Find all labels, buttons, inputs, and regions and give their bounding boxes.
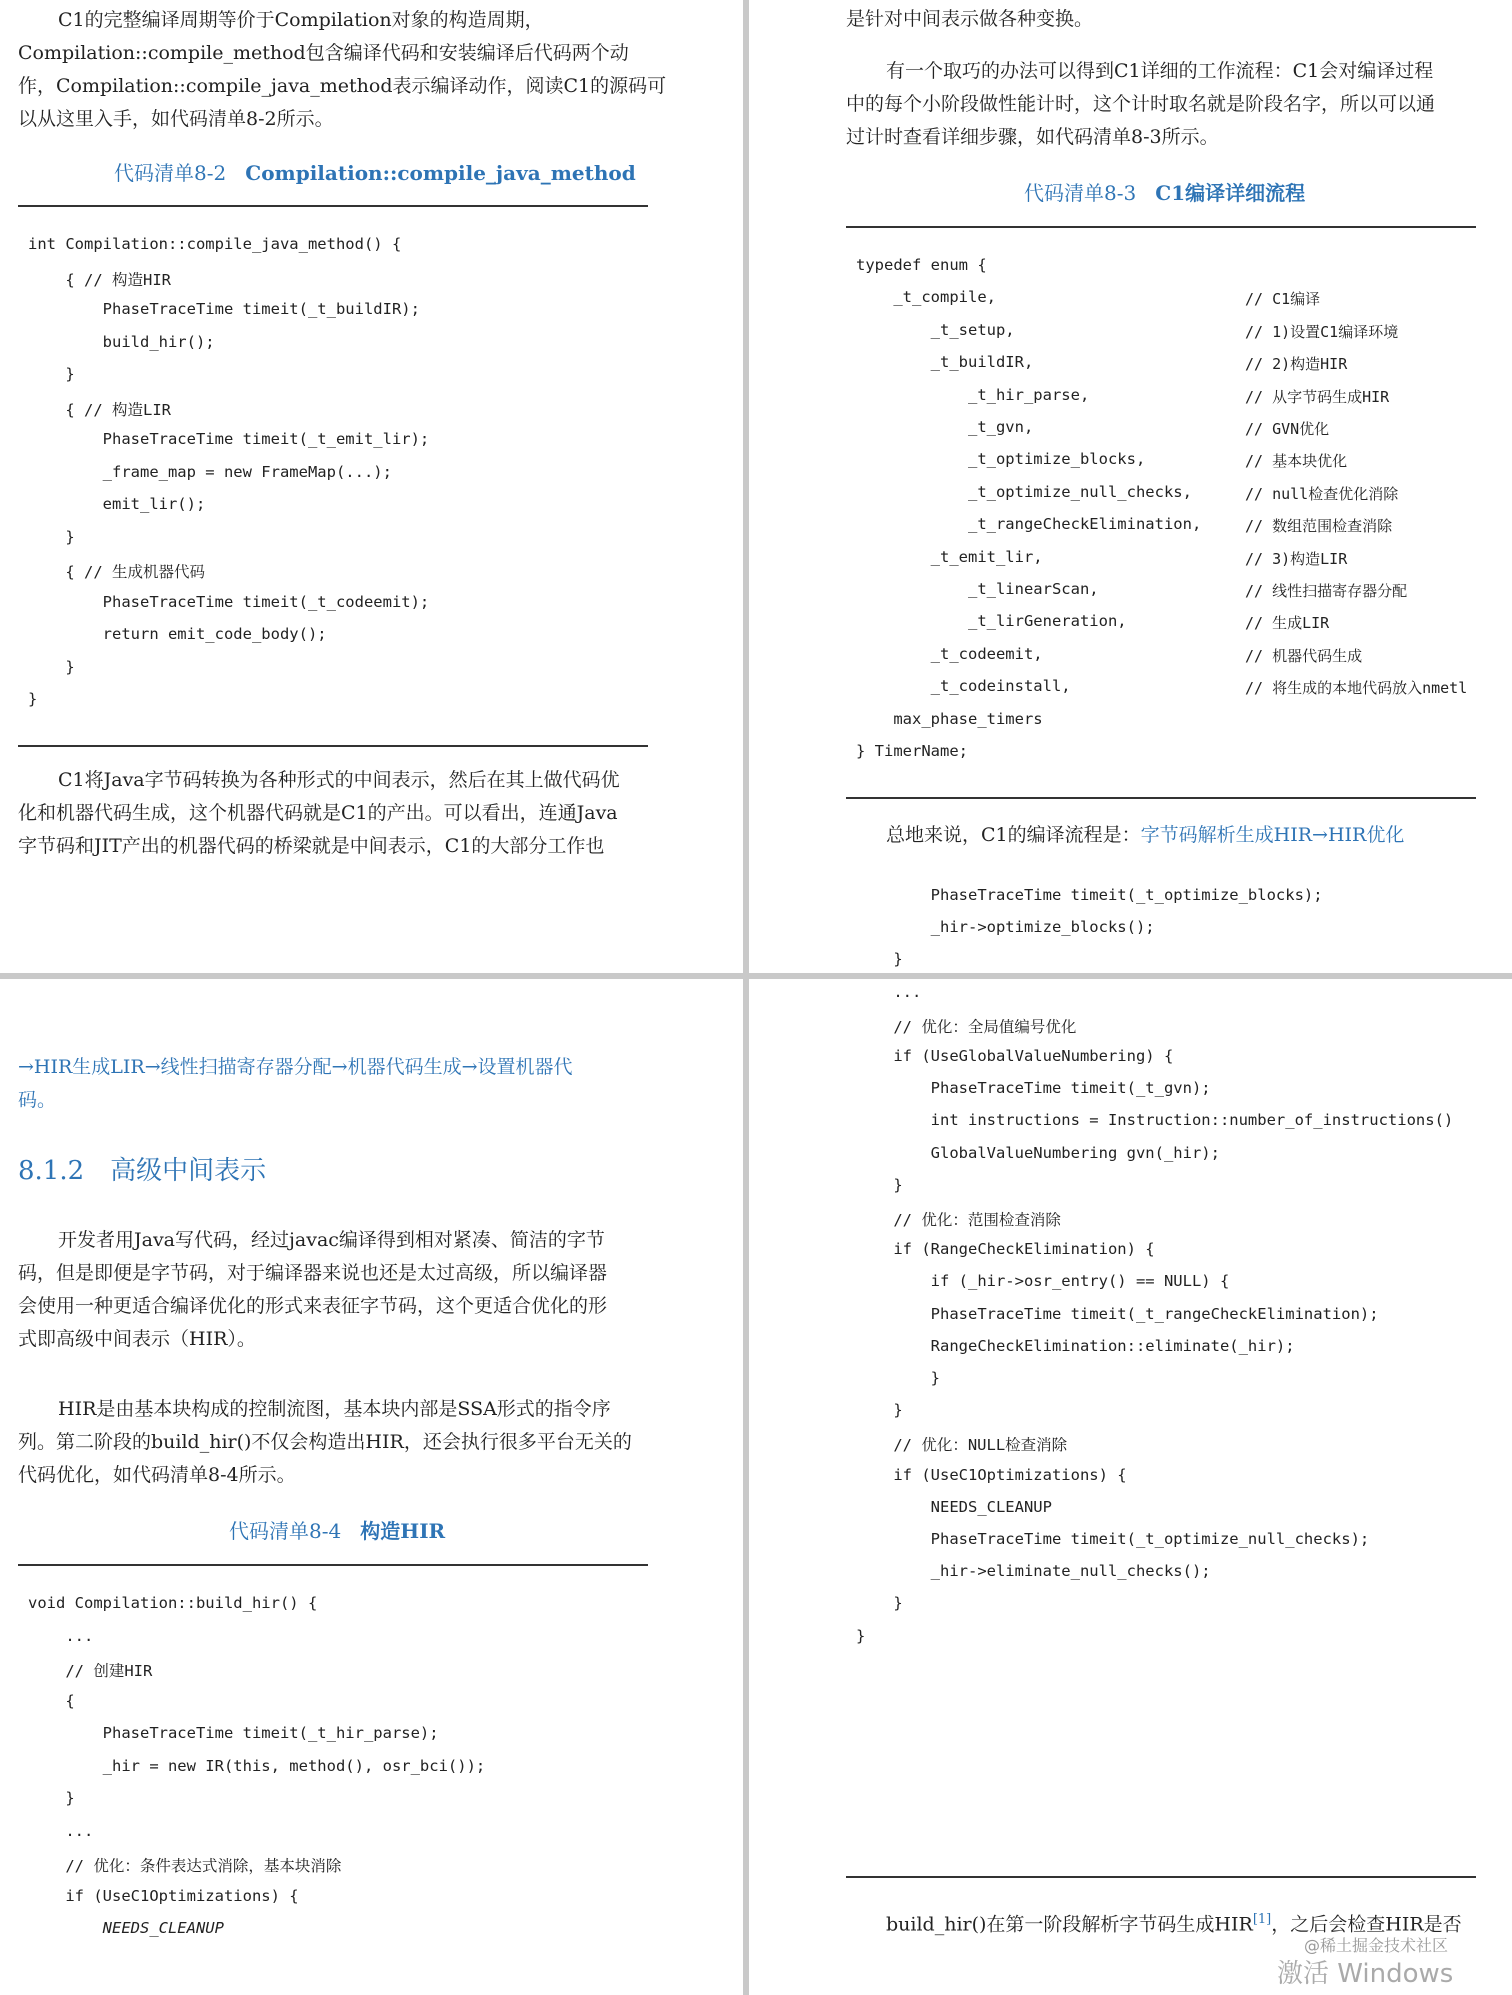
section-title: 高级中间表示: [110, 1156, 267, 1186]
code-line: } TimerName;: [856, 742, 968, 760]
code-line: int Compilation::compile_java_method() {: [28, 235, 402, 253]
code-line: _hir->eliminate_null_checks();: [856, 1562, 1211, 1581]
text-line: 字节码和JIT产出的机器代码的桥梁就是中间表示，C1的大部分工作也: [18, 835, 605, 857]
code-line: ...: [28, 1626, 94, 1645]
text-segment: ，之后会检查HIR是否: [1271, 1913, 1462, 1936]
code-line: if (UseC1Optimizations) {: [28, 1886, 299, 1905]
code-comment: // 从字节码生成HIR: [1245, 387, 1390, 406]
code-line: PhaseTraceTime timeit(_t_codeemit);: [28, 592, 430, 611]
watermark-windows: 激活 Windows: [1277, 1959, 1454, 1989]
code-line: PhaseTraceTime timeit(_t_buildIR);: [28, 300, 420, 318]
code-line: { // 构造LIR: [28, 400, 171, 419]
caption-title: C1编译详细流程: [1155, 181, 1306, 205]
text-line: 是针对中间表示做各种变换。: [846, 8, 1094, 30]
text-line: 过计时查看详细步骤，如代码清单8-3所示。: [846, 126, 1219, 148]
text-line: 式即高级中间表示（HIR）。: [18, 1328, 256, 1350]
code-line: PhaseTraceTime timeit(_t_optimize_blocks);: [856, 886, 1323, 904]
text-line: 以从这里入手，如代码清单8-2所示。: [18, 108, 334, 130]
code-line: }: [28, 527, 75, 546]
code-line: GlobalValueNumbering gvn(_hir);: [856, 1143, 1220, 1162]
text-line: 列。第二阶段的build_hir()不仅会构造出HIR，还会执行很多平台无关的: [18, 1431, 632, 1453]
code-comment: // 机器代码生成: [1245, 646, 1363, 665]
divider: [18, 205, 648, 207]
text-line: Compilation::compile_method包含编译代码和安装编译后代码两个动: [18, 42, 629, 64]
code-line: }: [856, 1369, 940, 1387]
code-line: _t_rangeCheckElimination,: [856, 515, 1202, 534]
divider: [846, 1876, 1476, 1878]
code-comment: // 生成LIR: [1245, 614, 1330, 633]
section-heading: [18, 1150, 292, 1187]
code-line: }: [28, 690, 38, 708]
code-line: _frame_map = new FrameMap(...);: [28, 462, 392, 481]
code-line: // 优化：范围检查消除: [856, 1211, 1061, 1229]
text-line: 有一个取巧的办法可以得到C1详细的工作流程：C1会对编译过程: [886, 60, 1434, 82]
intro-paragraph: [18, 4, 666, 136]
code-listing-caption: [1024, 177, 1305, 206]
code-comment: // C1编译: [1245, 290, 1321, 309]
code-comment: // null检查优化消除: [1245, 484, 1399, 503]
summary-paragraph: [886, 819, 1404, 852]
code-line: _t_hir_parse,: [856, 385, 1090, 404]
code-line: { // 构造HIR: [28, 270, 171, 289]
code-line: { // 生成机器代码: [28, 563, 205, 581]
flow-link[interactable]: 码。: [18, 1089, 57, 1111]
code-line: }: [856, 1594, 903, 1613]
divider: [846, 226, 1476, 228]
text-line: 码，但是即便是字节码，对于编译器来说也还是太过高级，所以编译器: [18, 1262, 608, 1284]
code-line: // 优化：条件表达式消除，基本块消除: [28, 1857, 342, 1875]
code-line: PhaseTraceTime timeit(_t_optimize_null_checks);: [856, 1530, 1370, 1548]
flow-link[interactable]: →HIR生成LIR→线性扫描寄存器分配→机器代码生成→设置机器代: [18, 1056, 573, 1078]
code-line: _t_buildIR,: [856, 353, 1034, 372]
code-line: max_phase_timers: [856, 709, 1043, 728]
code-line: if (_hir->osr_entry() == NULL) {: [856, 1272, 1230, 1291]
code-comment: // GVN优化: [1245, 420, 1330, 438]
code-line: _t_codeemit,: [856, 644, 1043, 663]
divider: [18, 745, 648, 747]
code-line: _t_compile,: [856, 288, 996, 307]
code-line: return emit_code_body();: [28, 625, 327, 643]
code-line: _hir = new IR(this, method(), osr_bci());: [28, 1756, 486, 1775]
code-line: }: [28, 365, 75, 383]
text-line: C1的完整编译周期等价于Compilation对象的构造周期，: [58, 9, 544, 31]
text-line: 会使用一种更适合编译优化的形式来表征字节码，这个更适合优化的形: [18, 1295, 608, 1317]
code-line: _t_gvn,: [856, 418, 1034, 436]
code-line: PhaseTraceTime timeit(_t_hir_parse);: [28, 1724, 439, 1742]
code-line: }: [856, 950, 903, 969]
text-line: 作，Compilation::compile_java_method表示编译动作，阅读C1的源码可: [18, 75, 667, 97]
code-listing-caption: [114, 157, 636, 186]
summary-prefix: 总地来说，C1的编译流程是：: [886, 824, 1141, 846]
text-line: HIR是由基本块构成的控制流图，基本块内部是SSA形式的指令序: [58, 1398, 611, 1420]
code-line: _t_lirGeneration,: [856, 612, 1127, 631]
code-line: typedef enum {: [856, 256, 987, 274]
code-comment: // 1)设置C1编译环境: [1245, 322, 1399, 341]
code-line: ...: [28, 1821, 94, 1840]
section-number: 8.1.2: [18, 1156, 85, 1186]
code-line: // 优化：NULL检查消除: [856, 1436, 1068, 1455]
flow-continuation: [18, 1051, 573, 1117]
code-line: {: [28, 1691, 75, 1710]
code-line: int instructions = Instruction::number_of_instructions(): [856, 1111, 1454, 1130]
body-paragraph: [846, 55, 1435, 154]
watermark-site: @稀土掘金技术社区: [1304, 1936, 1449, 1955]
text-line: C1将Java字节码转换为各种形式的中间表示，然后在其上做代码优: [58, 769, 620, 791]
code-line: _t_linearScan,: [856, 580, 1099, 598]
code-line: if (UseC1Optimizations) {: [856, 1465, 1127, 1484]
code-line: if (UseGlobalValueNumbering) {: [856, 1047, 1174, 1065]
code-line: _t_emit_lir,: [856, 547, 1043, 566]
code-line: PhaseTraceTime timeit(_t_emit_lir);: [28, 430, 430, 448]
code-line: // 优化：全局值编号优化: [856, 1017, 1077, 1036]
code-line: _t_optimize_blocks,: [856, 450, 1146, 469]
footnote-link[interactable]: [1]: [1252, 1912, 1272, 1927]
code-comment: // 3)构造LIR: [1245, 549, 1348, 568]
caption-number: 代码清单8-4: [229, 1519, 342, 1543]
code-line: }: [28, 1789, 75, 1807]
code-line: NEEDS_CLEANUP: [28, 1919, 224, 1937]
code-line: ...: [856, 982, 922, 1001]
code-line: // 创建HIR: [28, 1662, 153, 1680]
text-line: 化和机器代码生成，这个机器代码就是C1的产出。可以看出，连通Java: [18, 802, 618, 824]
code-line: emit_lir();: [28, 495, 206, 513]
code-line: _t_setup,: [856, 320, 1015, 339]
code-comment: // 数组范围检查消除: [1245, 517, 1393, 536]
text-line: 代码优化，如代码清单8-4所示。: [18, 1464, 296, 1486]
caption-title: Compilation::compile_java_method: [245, 161, 636, 185]
code-line: }: [856, 1626, 866, 1645]
code-line: }: [856, 1175, 903, 1194]
text-segment: build_hir()在第一阶段解析字节码生成HIR: [886, 1913, 1253, 1936]
text-line: [846, 3, 1093, 36]
caption-number: 代码清单8-3: [1024, 181, 1137, 205]
code-listing-caption: [229, 1515, 445, 1544]
caption-number: 代码清单8-2: [114, 161, 227, 185]
divider: [846, 797, 1476, 799]
body-paragraph: [18, 1224, 607, 1356]
code-line: if (RangeCheckElimination) {: [856, 1240, 1155, 1259]
code-comment: // 2)构造HIR: [1245, 355, 1348, 374]
code-line: }: [28, 657, 75, 676]
code-line: PhaseTraceTime timeit(_t_gvn);: [856, 1079, 1211, 1098]
body-paragraph: [18, 1393, 632, 1492]
page-top-right: [749, 0, 1512, 973]
code-line: void Compilation::build_hir() {: [28, 1594, 318, 1612]
summary-link[interactable]: 字节码解析生成HIR→HIR优化: [1140, 824, 1405, 846]
code-comment: // 基本块优化: [1245, 452, 1348, 471]
code-line: RangeCheckElimination::eliminate(_hir);: [856, 1336, 1295, 1355]
text-line: 开发者用Java写代码，经过javac编译得到相对紧凑、简洁的字节: [58, 1229, 605, 1251]
page-bottom-left: [0, 979, 743, 1995]
divider: [18, 1564, 648, 1566]
code-line: _hir->optimize_blocks();: [856, 918, 1155, 937]
code-line: PhaseTraceTime timeit(_t_rangeCheckElimination);: [856, 1304, 1379, 1323]
body-paragraph: [18, 764, 620, 863]
page-bottom-right: [749, 886, 1512, 1995]
caption-title: 构造HIR: [360, 1519, 446, 1543]
code-comment: // 将生成的本地代码放入nmetl: [1245, 679, 1468, 698]
code-line: _t_optimize_null_checks,: [856, 482, 1192, 501]
code-comment: // 线性扫描寄存器分配: [1245, 582, 1408, 600]
code-line: _t_codeinstall,: [856, 677, 1071, 696]
code-line: build_hir();: [28, 332, 215, 351]
code-line: NEEDS_CLEANUP: [856, 1497, 1052, 1516]
text-line: [886, 819, 1404, 852]
page-top-left: [0, 0, 743, 973]
code-line: }: [856, 1401, 903, 1420]
text-line: 中的每个小阶段做性能计时，这个计时取名就是阶段名字，所以可以通: [846, 93, 1436, 115]
